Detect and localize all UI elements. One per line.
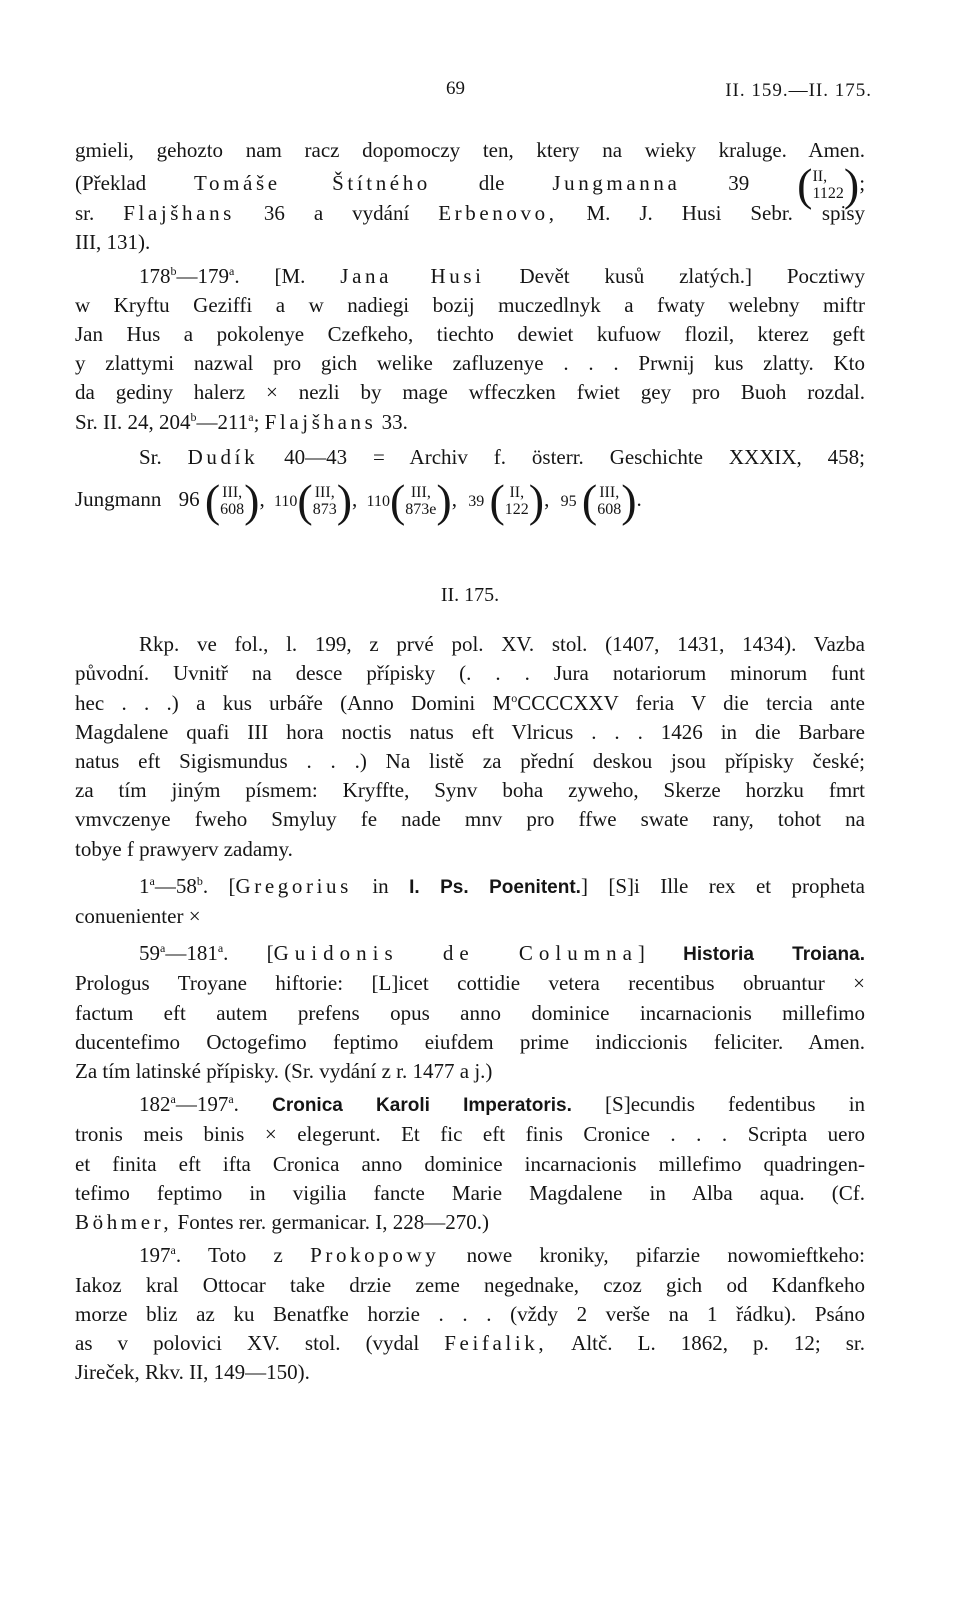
text-span: sr. xyxy=(75,201,95,226)
spaced-name: Tomáše Štítného xyxy=(194,171,431,196)
ref-sep: . xyxy=(636,487,642,512)
ref-sep: , xyxy=(451,487,457,512)
running-head: II. 159.—II. 175. xyxy=(725,80,872,101)
folio-number: 197 xyxy=(139,1243,171,1268)
text-line: morze bliz az ku Benatfke horzie . . . (vždy 2 verše na 1 řádku). Psáno xyxy=(75,1301,865,1326)
paren-open: ( xyxy=(389,475,406,527)
text-line xyxy=(75,1329,865,1358)
stacked-top: II, xyxy=(812,168,828,186)
text-line: ducentefimo Octogefimo feptimo eiufdem prime indiccionis feliciter. Amen. xyxy=(75,1029,865,1054)
text-line xyxy=(75,939,865,969)
text-line: tefimo feptimo in vigilia fancte Marie Magdalene in Alba aqua. (Cf. xyxy=(75,1180,865,1205)
spaced-name: Dudík xyxy=(187,444,259,469)
paragraph-entry xyxy=(75,872,865,931)
text-line: původní. Uvnitř na desce přípisky (. . . Jura notariorum minorum funt xyxy=(75,661,865,686)
stacked-bottom: 122 xyxy=(504,501,529,519)
spaced-name: Guidonis de Columna xyxy=(273,941,638,966)
ref-group xyxy=(560,475,642,527)
text-line: III, 131). xyxy=(75,230,151,255)
body-text xyxy=(75,136,865,1387)
superscript: o xyxy=(511,690,518,705)
text-line xyxy=(75,689,865,718)
text-span: 40—43 = Archiv f. österr. Geschichte XXXIX, 458; xyxy=(284,444,866,469)
text-span xyxy=(139,941,645,965)
text-span: Sr. xyxy=(139,444,162,469)
folio-number: —58 xyxy=(154,873,197,898)
paragraph-entry xyxy=(75,939,865,1086)
stacked-ref xyxy=(220,484,244,518)
paren-open: ( xyxy=(297,475,313,527)
text-line xyxy=(75,262,865,291)
ref-number: 96 xyxy=(178,487,200,512)
paragraph-entry xyxy=(75,262,865,437)
folio-number: —181 xyxy=(165,941,218,966)
text-line xyxy=(75,1241,865,1270)
ref-number: 39 xyxy=(468,493,485,511)
folio-number: —197 xyxy=(175,1092,229,1117)
folio-number: 59 xyxy=(139,941,160,966)
folio-side: a xyxy=(149,873,155,888)
section-heading: II. 175. xyxy=(440,584,500,607)
spaced-name: Prokopowy xyxy=(310,1243,440,1268)
text-line: gmieli, gehozto nam racz dopomoczy ten, ktery na wieky kraluge. Amen. xyxy=(75,138,865,162)
text-span: . Toto z xyxy=(175,1243,283,1268)
paragraph-entry xyxy=(75,1090,865,1237)
text-span: ] xyxy=(637,941,645,966)
text-span: . xyxy=(233,1092,239,1117)
spaced-name: Jungmanna xyxy=(552,171,681,196)
text-span xyxy=(139,264,305,288)
text-span: as v polovici XV. stol. (vydal xyxy=(75,1330,420,1355)
text-line xyxy=(75,199,865,228)
paren-close: ) xyxy=(436,475,452,527)
text-line: natus eft Sigismundus . . .) Na listě za přední deskou jsou přípisky české; xyxy=(75,749,865,774)
text-line: Magdalene quafi III hora noctis natus eft Vlricus . . . 1426 in die Barbare xyxy=(75,719,865,744)
page-header xyxy=(0,78,960,108)
text-line: tronis meis binis × elegerunt. Et fic eft finis Cronice . . . Scripta uero xyxy=(75,1122,865,1147)
ref-group xyxy=(178,475,265,527)
stacked-top: III, xyxy=(222,484,243,502)
stacked-ref xyxy=(597,484,621,518)
folio-number: 182 xyxy=(139,1092,171,1117)
text-span xyxy=(139,1243,283,1267)
text-line: Za tím latinské přípisky. (Sr. vydání z r. 1477 a j.) xyxy=(75,1059,493,1084)
folio-number: 178 xyxy=(139,263,171,288)
text-line: za tím jiným písmem: Kryffte, Synv boha zyweho, Skerze horzku fmrt xyxy=(75,778,865,803)
ref-number: 95 xyxy=(560,493,577,511)
text-span: Altč. L. 1862, p. 12; sr. xyxy=(571,1330,866,1355)
text-line: vmvczenye fweho Smyluy fe nade mnv pro ffwe swate rany, tohot na xyxy=(75,807,865,832)
text-span: Jungmann xyxy=(75,487,162,512)
folio-side: a xyxy=(160,941,166,956)
text-span: CCCCXXV feria V die tercia ante xyxy=(517,690,865,715)
paren-close: ) xyxy=(244,475,260,527)
text-span: Fontes rer. germanicar. I, 228—270.) xyxy=(177,1210,489,1235)
spaced-name: Jana Husi xyxy=(340,263,485,288)
stacked-ref xyxy=(313,484,337,518)
stacked-bottom: 608 xyxy=(597,501,622,519)
text-line: conuenienter × xyxy=(75,904,201,929)
folio-side: b xyxy=(190,409,197,424)
spaced-name: Flajšhans xyxy=(264,409,377,434)
text-span: —211 xyxy=(196,409,249,434)
ref-number: 110 xyxy=(273,493,298,511)
paragraph-continuation xyxy=(75,136,865,258)
text-line: tobye f prawyerv zadamy. xyxy=(75,836,293,861)
folio-side: b xyxy=(170,263,177,278)
text-line: w Kryftu Geziffi a w nadiegi bozij muczedlnyk a fwaty welebny miftr xyxy=(75,292,865,317)
ref-sep: , xyxy=(544,487,550,512)
ref-sep: , xyxy=(352,487,358,512)
text-line xyxy=(75,1208,865,1237)
work-title: Cronica Karoli Imperatoris. xyxy=(272,1095,572,1117)
ref-group xyxy=(366,475,457,527)
paren-close: ) xyxy=(843,159,860,211)
text-span: 33. xyxy=(381,409,408,434)
text-span: (Překlad xyxy=(75,171,147,196)
text-span xyxy=(139,1092,239,1116)
text-line xyxy=(75,872,865,902)
stacked-bottom: 1122 xyxy=(812,185,844,203)
spaced-name: Feifalik, xyxy=(444,1330,548,1355)
paren-open: ( xyxy=(581,475,598,527)
stacked-bottom: 873e xyxy=(405,501,437,519)
text-span: ] [S]i Ille rex et propheta xyxy=(580,873,865,898)
text-line: Jireček, Rkv. II, 149—150). xyxy=(75,1360,310,1385)
text-span: ; xyxy=(859,171,866,196)
spaced-name: Erbenovo, xyxy=(438,201,558,226)
jungmann-refs-line xyxy=(75,476,865,525)
folio-side: a xyxy=(248,409,254,424)
folio-number: —179 xyxy=(176,263,229,288)
text-line: Jan Hus a pokolenye Czefkeho, tiechto dewiet kufuow flozil, kterez geft xyxy=(75,322,865,347)
text-line: da gediny halerz × nezli by mage wffeczken fwiet gey pro Buoh rozdal. xyxy=(75,380,865,405)
stacked-ref xyxy=(405,484,436,518)
paren-close: ) xyxy=(336,475,353,527)
ref-number: 39 xyxy=(728,171,750,196)
text-span: [S]ecundis fedentibus in xyxy=(605,1092,866,1117)
stacked-top: III, xyxy=(314,484,335,502)
text-span: . [M. xyxy=(234,263,306,288)
text-span xyxy=(728,159,866,211)
folio-side: a xyxy=(170,1092,176,1107)
folio-side: b xyxy=(196,873,203,888)
text-span xyxy=(372,874,865,898)
text-line xyxy=(75,1090,865,1120)
folio-side: a xyxy=(228,1092,234,1107)
stacked-top: II, xyxy=(509,484,525,502)
stacked-ref xyxy=(505,484,529,518)
text-span: in xyxy=(372,873,389,898)
text-span: Devět kusů zlatých.] Pocztiwy xyxy=(519,263,866,288)
paren-open: ( xyxy=(489,475,505,527)
paragraph-entry xyxy=(75,1241,865,1387)
text-span: ; xyxy=(253,409,260,434)
stacked-bottom: 608 xyxy=(220,501,245,519)
folio-side: a xyxy=(170,1243,176,1258)
text-line: factum eft autem prefens opus anno dominice incarnacionis millefimo xyxy=(75,1000,865,1025)
folio-side: a xyxy=(229,263,235,278)
stacked-top: III, xyxy=(599,484,620,502)
work-title: I. Ps. Poenitent. xyxy=(409,876,581,898)
folio-side: a xyxy=(217,941,224,956)
text-line: y zlattymi nazwal pro gich welike zafluzenye . . . Prwnij kus zlatty. Kto xyxy=(75,351,865,376)
paren-close: ) xyxy=(528,475,545,527)
stacked-ref xyxy=(812,168,843,202)
paren-open: ( xyxy=(204,475,221,527)
ref-sep: , xyxy=(259,487,265,512)
folio-number: 1 xyxy=(139,873,150,898)
ref-group xyxy=(273,475,358,527)
page-number: 69 xyxy=(446,78,465,99)
text-span: Sr. II. 24, 204 xyxy=(75,409,191,434)
text-span: nowe kroniky, pifarzie nowomieftkeho: xyxy=(466,1243,865,1268)
text-span: 36 a vydání xyxy=(263,201,410,226)
paren-open: ( xyxy=(797,159,813,211)
paragraph-description xyxy=(75,630,865,864)
stacked-bottom: 873 xyxy=(312,501,337,519)
spaced-name: Gregorius xyxy=(235,873,352,898)
text-span: dle xyxy=(478,171,505,196)
text-span: M. J. Husi Sebr. spisy xyxy=(586,201,866,226)
spaced-name: Böhmer, xyxy=(75,1210,173,1235)
text-span: hec . . .) a kus urbáře (Anno Domini M xyxy=(75,690,512,715)
text-line: Prologus Troyane hiftorie: [L]icet cottidie vetera recentibus obruantur × xyxy=(75,971,865,996)
text-line xyxy=(75,408,865,437)
paren-close: ) xyxy=(621,475,637,527)
ref-number: 110 xyxy=(366,493,390,511)
text-line: et finita eft ifta Cronica anno dominice incarnacionis millefimo quadringen- xyxy=(75,1151,865,1176)
text-span: . [ xyxy=(202,873,236,898)
text-span xyxy=(139,874,352,898)
paragraph-references xyxy=(75,443,865,525)
stacked-top: III, xyxy=(410,484,431,502)
ref-group xyxy=(468,475,550,527)
spaced-name: Flajšhans xyxy=(123,201,235,226)
text-span: . [ xyxy=(223,941,274,966)
text-line: Iakoz kral Ottocar take drzie zeme negednake, czoz gich od Kdanfkeho xyxy=(75,1272,865,1297)
text-line xyxy=(75,443,865,472)
text-line: Rkp. ve fol., l. 199, z prvé pol. XV. stol. (1407, 1431, 1434). Vazba xyxy=(139,632,865,657)
work-title: Historia Troiana. xyxy=(683,944,866,966)
